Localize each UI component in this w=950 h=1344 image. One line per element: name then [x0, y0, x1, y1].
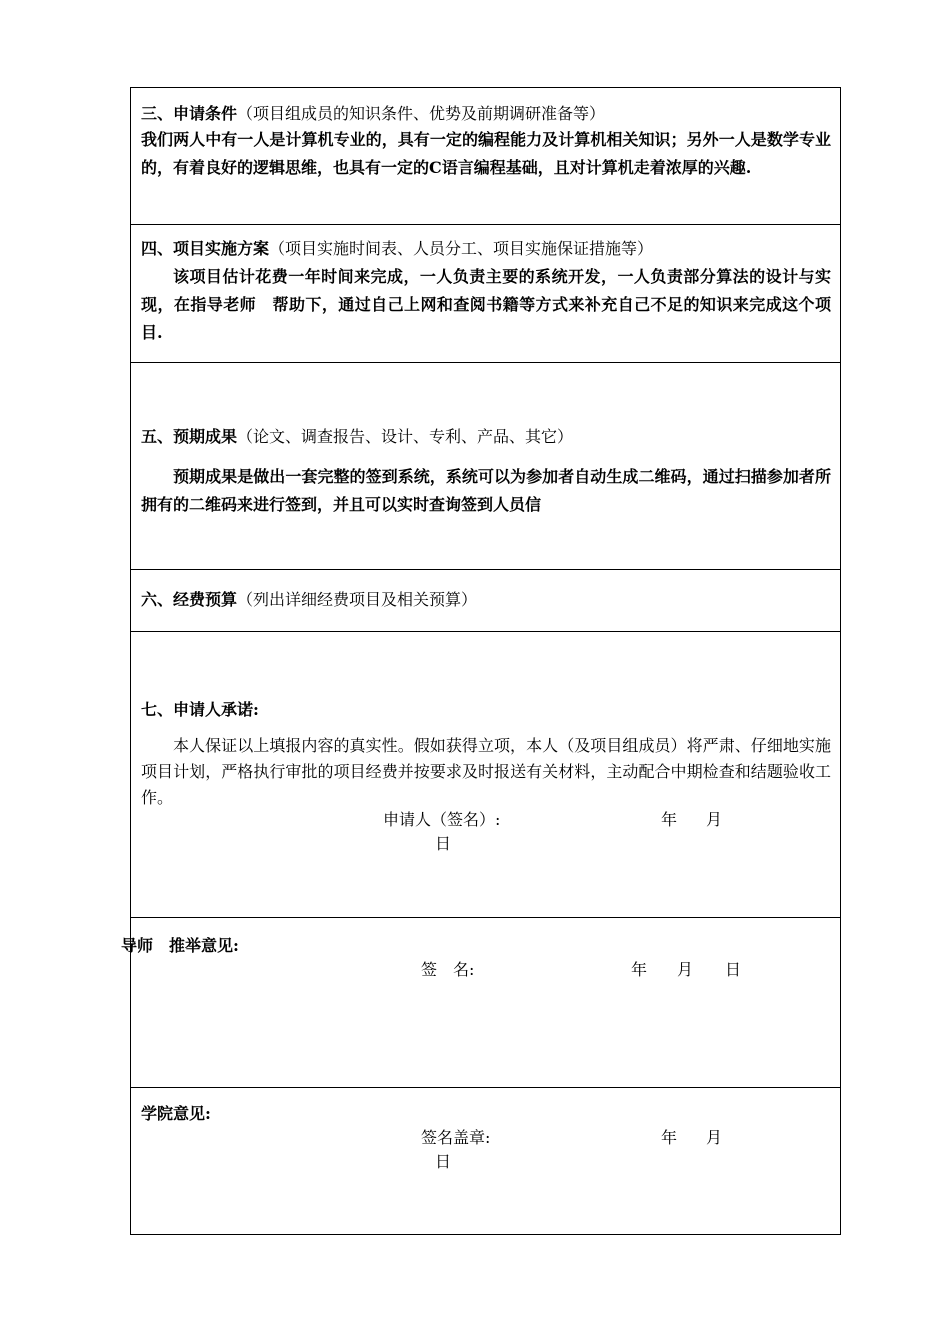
applicant-year-label: 年	[661, 810, 678, 829]
applicant-signature-label: 申请人（签名）:	[383, 810, 501, 829]
section5-body: 预期成果是做出一套完整的签到系统，系统可以为参加者自动生成二维码，通过扫描参加者所拥有的二维码来进行签到，并且可以实时查询签到人员信	[141, 467, 831, 514]
applicant-day-label: 日	[435, 834, 452, 853]
college-signature-label: 签名盖章:	[421, 1128, 491, 1147]
section5-heading	[141, 423, 573, 451]
section6-subtitle: （列出详细经费项目及相关预算）	[237, 590, 478, 609]
college-month-label: 月	[706, 1128, 723, 1147]
section-budget	[131, 570, 840, 632]
section5-title: 五、预期成果	[141, 427, 238, 446]
section-applicant-commitment	[131, 632, 840, 918]
section4-body: 该项目估计花费一年时间来完成，一人负责主要的系统开发，一人负责部分算法的设计与实现，在指导老师 帮助下，通过自己上网和查阅书籍等方式来补充自己不足的知识来完成这个项目.	[141, 267, 831, 342]
section-college-opinion	[131, 1088, 840, 1234]
section-implementation-plan	[131, 225, 840, 363]
section4-title: 四、项目实施方案	[141, 239, 270, 258]
advisor-year-label: 年	[631, 960, 648, 979]
applicant-month-label: 月	[706, 810, 723, 829]
section6-heading	[141, 586, 477, 614]
section-advisor-opinion	[121, 918, 840, 1088]
college-title: 学院意见:	[141, 1104, 211, 1123]
section3-heading	[141, 100, 605, 128]
section7-body: 本人保证以上填报内容的真实性。假如获得立项，本人（及项目组成员）将严肃、仔细地实施项目计划，严格执行审批的项目经费并按要求及时报送有关材料，主动配合中期检查和结题验收工作。	[141, 736, 831, 807]
advisor-day-label: 日	[725, 960, 742, 979]
application-form-table	[121, 87, 841, 1235]
advisor-title: 导师 推举意见:	[121, 936, 239, 955]
college-day-label: 日	[435, 1152, 452, 1171]
section4-heading	[141, 235, 653, 263]
section5-subtitle: （论文、调查报告、设计、专利、产品、其它）	[237, 427, 574, 446]
section7-title: 七、申请人承诺:	[141, 700, 259, 719]
section3-subtitle: （项目组成员的知识条件、优势及前期调研准备等）	[237, 104, 606, 123]
section6-title: 六、经费预算	[141, 590, 238, 609]
advisor-signature-label: 签 名:	[421, 960, 475, 979]
section4-subtitle: （项目实施时间表、人员分工、项目实施保证措施等）	[269, 239, 654, 258]
college-year-label: 年	[661, 1128, 678, 1147]
section3-body: 我们两人中有一人是计算机专业的，具有一定的编程能力及计算机相关知识；另外一人是数学专业的，有着良好的逻辑思维，也具有一定的C语言编程基础，且对计算机走着浓厚的兴趣.	[141, 130, 831, 177]
advisor-month-label: 月	[677, 960, 694, 979]
section-application-conditions	[131, 88, 840, 225]
section3-title: 三、申请条件	[141, 104, 238, 123]
section-expected-results	[131, 363, 840, 570]
